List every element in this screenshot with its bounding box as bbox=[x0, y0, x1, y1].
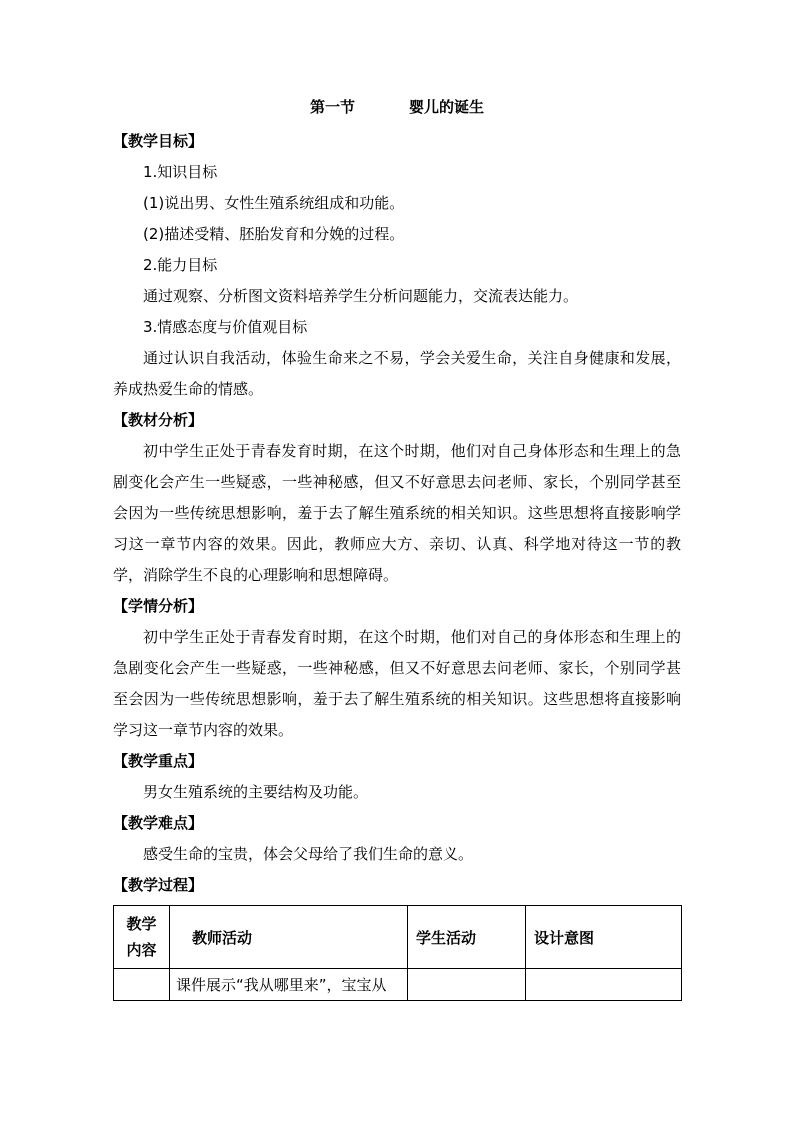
objectives-heading: 【教学目标】 bbox=[113, 132, 204, 150]
emotion-text: 通过认识自我活动，体验生命来之不易，学会关爱生命，关注自身健康和发展，养成热爱生命的情感。 bbox=[113, 349, 681, 398]
process-heading: 【教学过程】 bbox=[113, 876, 204, 894]
emotion-label: 3.情感态度与价值观目标 bbox=[143, 318, 308, 336]
ability-text: 通过观察、分析图文资料培养学生分析问题能力，交流表达能力。 bbox=[143, 287, 579, 305]
difficulties-heading: 【教学难点】 bbox=[113, 814, 204, 832]
header-student-activity: 学生活动 bbox=[408, 906, 526, 969]
section-name: 婴儿的诞生 bbox=[409, 98, 485, 116]
material-heading: 【教材分析】 bbox=[113, 411, 204, 429]
difficulties-text: 感受生命的宝贵，体会父母给了我们生命的意义。 bbox=[143, 845, 474, 863]
header-teacher-activity: 教师活动 bbox=[170, 906, 408, 969]
ability-label: 2.能力目标 bbox=[143, 256, 218, 274]
learner-text: 初中学生正处于青春发育时期，在这个时期，他们对自己的身体形态和生理上的急剧变化会产生一些疑惑，一些神秘感，但又不好意思去问老师、家长，个别同学甚至会因为一些传统思想影响，羞于去了解生殖系统的相关知识。这些思想将直接影响学习这一章节内容的效果。 bbox=[113, 628, 681, 739]
header-content: 教学内容 bbox=[114, 906, 170, 969]
cell-content bbox=[114, 969, 170, 1001]
teaching-process-table bbox=[113, 905, 682, 1001]
key-points-heading: 【教学重点】 bbox=[113, 752, 204, 770]
cell-student-activity bbox=[408, 969, 526, 1001]
key-points-text: 男女生殖系统的主要结构及功能。 bbox=[143, 783, 369, 801]
knowledge-item-2: (2)描述受精、胚胎发育和分娩的过程。 bbox=[143, 225, 405, 243]
learner-heading: 【学情分析】 bbox=[113, 597, 204, 615]
table-row bbox=[114, 969, 682, 1001]
cell-teacher-activity: 课件展示“我从哪里来”，宝宝从 bbox=[170, 969, 408, 1001]
section-number: 第一节 bbox=[309, 98, 355, 116]
page-title bbox=[0, 96, 794, 117]
knowledge-item-1: (1)说出男、女性生殖系统组成和功能。 bbox=[143, 194, 405, 212]
material-text: 初中学生正处于青春发育时期，在这个时期，他们对自己身体形态和生理上的急剧变化会产生一些疑惑，一些神秘感，但又不好意思去问老师、家长，个别同学甚至会因为一些传统思想影响，羞于去了解生殖系统的相关知识。这些思想将直接影响学习这一章节内容的效果。因此，教师应大方、亲切、认真、科学地对待这一节的教学，消除学生不良的心理影响和思想障碍。 bbox=[113, 442, 681, 584]
knowledge-label: 1.知识目标 bbox=[143, 163, 218, 181]
header-design-intent: 设计意图 bbox=[526, 906, 682, 969]
cell-design-intent bbox=[526, 969, 682, 1001]
lesson-content bbox=[113, 126, 681, 901]
table-header-row bbox=[114, 906, 682, 969]
